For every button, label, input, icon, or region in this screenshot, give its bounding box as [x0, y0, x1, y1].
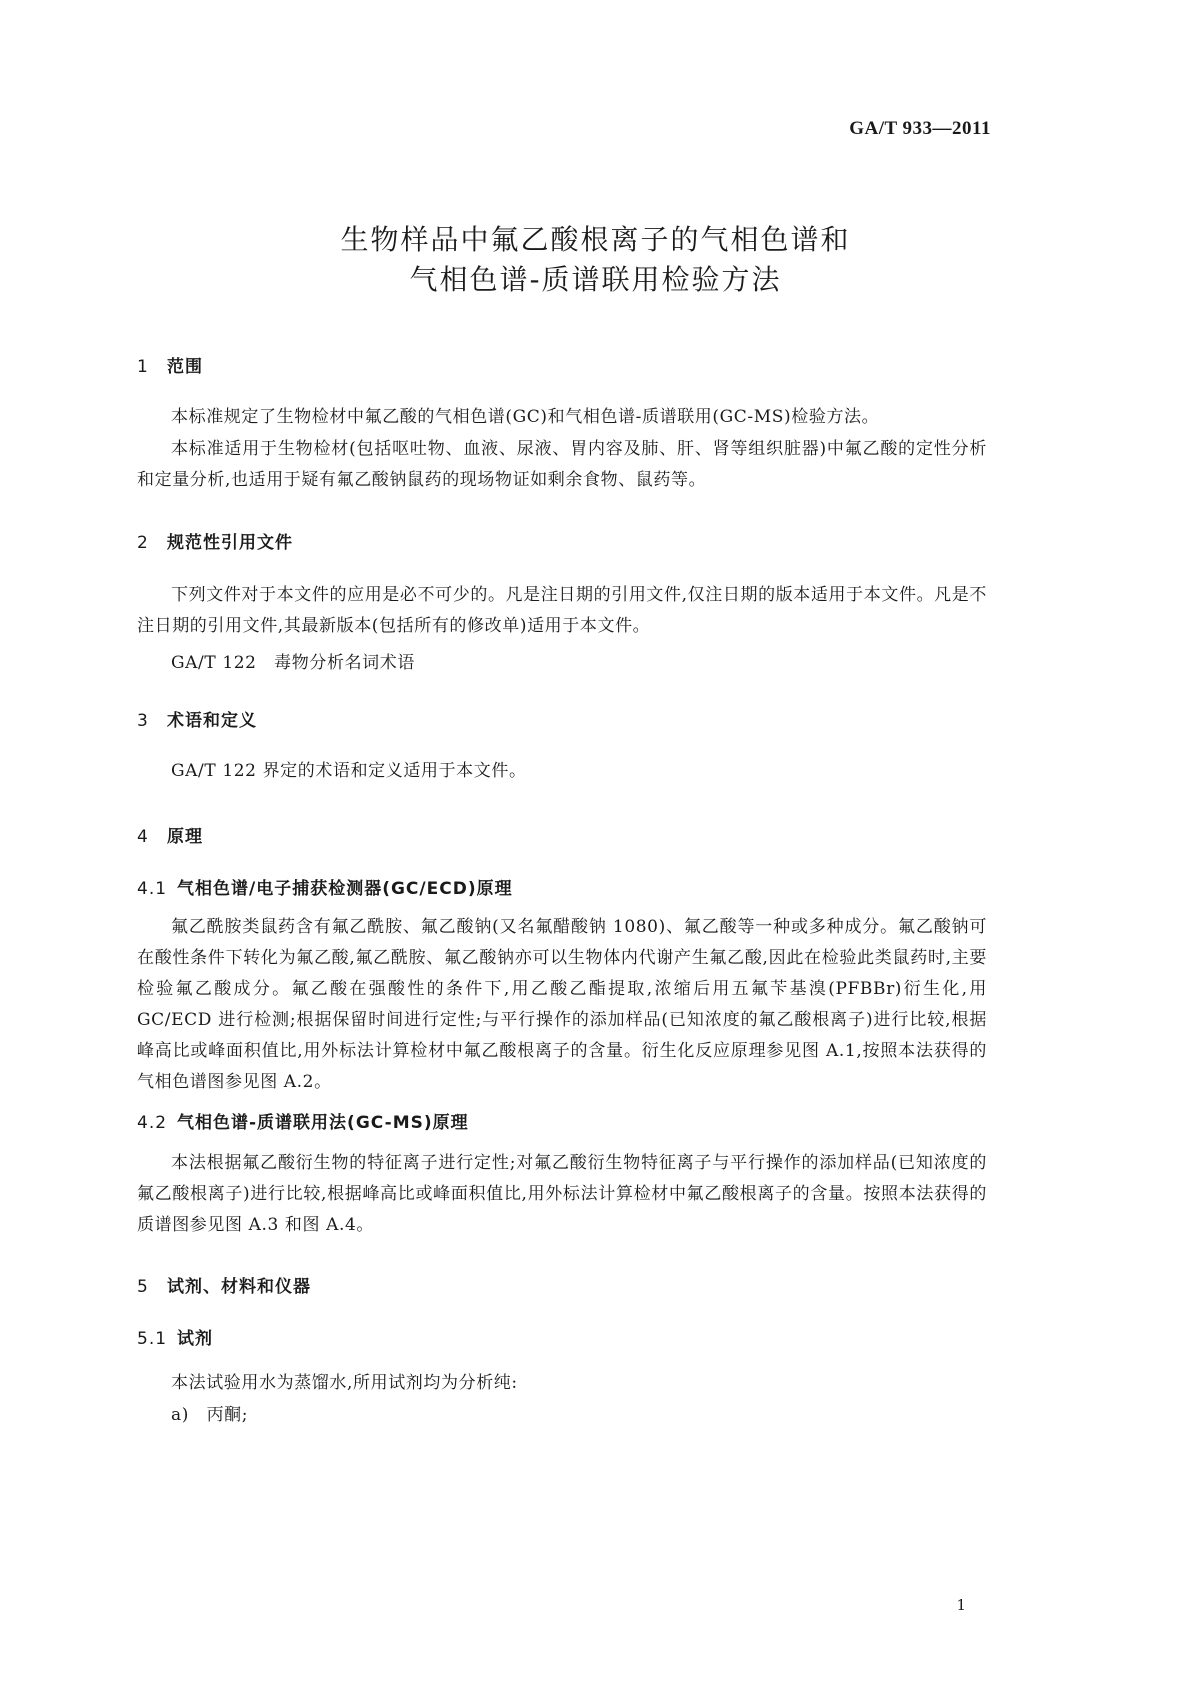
section-4-1-paragraph: 氟乙酰胺类鼠药含有氟乙酰胺、氟乙酸钠(又名氟醋酸钠 1080)、氟乙酸等一种或多种成分。氟乙酸钠可在酸性条件下转化为氟乙酸,氟乙酰胺、氟乙酸钠亦可以生物体内代谢产生氟乙酸,因此在检验此类鼠药时,主要检验氟乙酸成分。氟乙酸在强酸性的条件下,用乙酸乙酯提取,浓缩后用五氟苄基溴(PFBBr)衍生化,用 GC/ECD 进行检测;根据保留时间进行定性;与平行操作的添加样品(已知浓度的氟乙酸根离子)进行比较,根据峰高比或峰面积值比,用外标法计算检材中氟乙酸根离子的含量。衍生化反应原理参见图 A.1,按照本法获得的气相色谱图参见图 A.2。: [137, 917, 987, 1092]
section-2-paragraph-1: 下列文件对于本文件的应用是必不可少的。凡是注日期的引用文件,仅注日期的版本适用于本文件。凡是不注日期的引用文件,其最新版本(包括所有的修改单)适用于本文件。: [137, 585, 987, 636]
document-title-line1: 生物样品中氟乙酸根离子的气相色谱和: [340, 223, 851, 256]
document-title-line2: 气相色谱-质谱联用检验方法: [409, 263, 782, 296]
section-4-2-paragraph: 本法根据氟乙酸衍生物的特征离子进行定性;对氟乙酸衍生物特征离子与平行操作的添加样品(已知浓度的氟乙酸根离子)进行比较,根据峰高比或峰面积值比,用外标法计算检材中氟乙酸根离子的含量。按照本法获得的质谱图参见图 A.3 和图 A.4。: [137, 1153, 987, 1235]
section-1-heading: [137, 352, 203, 377]
section-title: 规范性引用文件: [167, 533, 293, 553]
section-4-heading: [137, 822, 203, 847]
section-1-paragraph-2: 本标准适用于生物检材(包括呕吐物、血液、尿液、胃内容及肺、肝、肾等组织脏器)中氟乙酸的定性分析和定量分析,也适用于疑有氟乙酸钠鼠药的现场物证如剩余食物、鼠药等。: [137, 439, 987, 490]
section-number: 4: [137, 827, 149, 847]
section-number: 5: [137, 1277, 149, 1297]
section-5-1-heading: [137, 1324, 213, 1349]
section-title: 试剂、材料和仪器: [167, 1277, 311, 1297]
section-number: 1: [137, 357, 149, 377]
section-4-2-heading: [137, 1108, 469, 1133]
standard-code: GA/T 933—2011: [849, 118, 991, 139]
subsection-number: 4.1: [137, 879, 168, 899]
section-5-heading: [137, 1272, 311, 1297]
subsection-title: 气相色谱-质谱联用法(GC-MS)原理: [177, 1113, 469, 1133]
subsection-title: 气相色谱/电子捕获检测器(GC/ECD)原理: [177, 879, 513, 899]
section-3-paragraph-1: GA/T 122 界定的术语和定义适用于本文件。: [171, 761, 527, 781]
reagent-list-item-a: a) 丙酮;: [171, 1405, 249, 1425]
normative-reference: GA/T 122 毒物分析名词术语: [171, 653, 415, 673]
section-title: 术语和定义: [167, 711, 257, 731]
section-number: 3: [137, 711, 149, 731]
section-number: 2: [137, 533, 149, 553]
section-3-heading: [137, 706, 257, 731]
section-title: 原理: [167, 827, 203, 847]
section-5-1-paragraph: 本法试验用水为蒸馏水,所用试剂均为分析纯:: [171, 1373, 518, 1393]
subsection-number: 4.2: [137, 1113, 168, 1133]
subsection-title: 试剂: [177, 1329, 213, 1349]
section-4-1-heading: [137, 874, 513, 899]
page-number: 1: [956, 1596, 966, 1614]
section-title: 范围: [167, 357, 203, 377]
subsection-number: 5.1: [137, 1329, 168, 1349]
section-1-paragraph-1: 本标准规定了生物检材中氟乙酸的气相色谱(GC)和气相色谱-质谱联用(GC-MS)检验方法。: [171, 407, 880, 427]
section-2-heading: [137, 528, 293, 553]
